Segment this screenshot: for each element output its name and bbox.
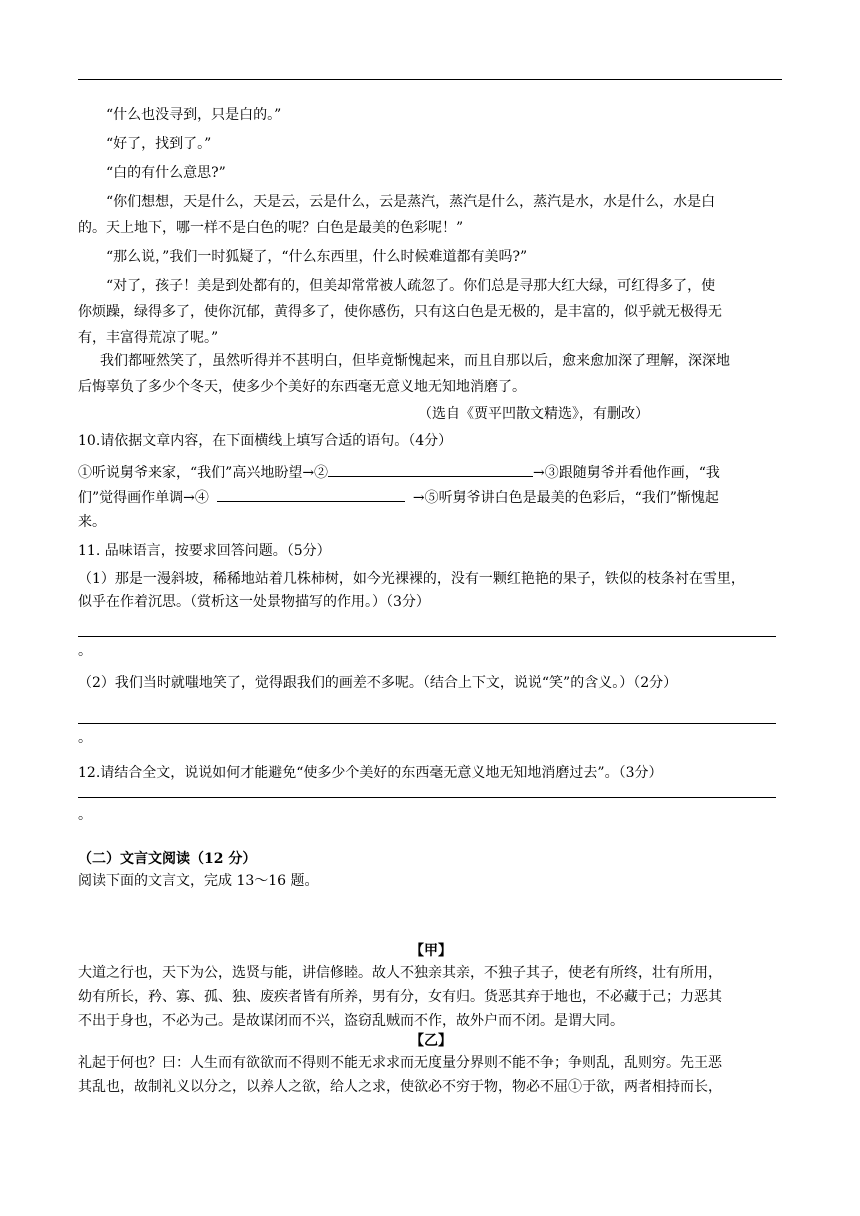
source-note: （选自《贾平凹散文精选》，有删改） (418, 406, 649, 422)
paragraph-doubt: “那么说，”我们一时狐疑了，“什么东西里，什么时候难道都有美吗?” (106, 249, 528, 265)
passage-jia-line-3: 不出于身也，不必为己。是故谋闭而不兴，盗窃乱贼而不作，故外户而不闭。是谓大同。 (78, 1013, 624, 1029)
q10-line-2 (78, 485, 784, 511)
section2-heading: （二）文言文阅读（12 分） (78, 851, 257, 867)
q12-title: 12.请结合全文，说说如何才能避免“使多少个美好的东西毫无意义地无知地消磨过去”。（3分） (78, 765, 663, 781)
q10-line-1 (78, 460, 784, 486)
passage-yi-line-2: 其乱也，故制礼义以分之，以养人之欲，给人之求，使欲必不穷于物，物必不屈①于欲，两者相持而长， (78, 1079, 722, 1095)
passage-jia-line-1: 大道之行也，天下为公，选贤与能，讲信修睦。故人不独亲其亲，不独子其子，使老有所终，壮有所用， (78, 965, 722, 981)
section2-instruction: 阅读下面的文言文，完成 13～16 题。 (78, 873, 319, 889)
paragraph-white-1a: “你们想想，天是什么，天是云，云是什么，云是蒸汽，蒸汽是什么，蒸汽是水，水是什么，水是白 (106, 194, 716, 210)
header-rule (78, 79, 782, 80)
q12-end-mark: 。 (78, 807, 92, 823)
q11-answer-line-2[interactable] (78, 723, 776, 724)
passage-jia-line-2: 幼有所长，矜、寡、孤、独、废疾者皆有所养，男有分，女有归。货恶其弃于地也，不必藏于己；力恶其 (78, 989, 722, 1005)
q11-sub2: （2）我们当时就嗤地笑了，觉得跟我们的画差不多呢。（结合上下文，说说“笑”的含义。）（2分） (78, 675, 678, 691)
dialogue-line-2: “好了，找到了。” (106, 136, 212, 152)
q10-part-4: →⑤听舅爷讲白色是最美的色彩后，“我们”惭愧起 (412, 490, 719, 506)
paragraph-beauty-a: “对了，孩子！美是到处都有的，但美却常常被人疏忽了。你们总是寻那大红大绿，可红得多了，使 (106, 278, 716, 294)
q10-blank-4[interactable] (217, 485, 405, 502)
dialogue-line-3: “白的有什么意思?” (106, 165, 226, 181)
q11-sub1-a: （1）那是一漫斜坡，稀稀地站着几株柿树，如今光裸裸的，没有一颗红艳艳的果子，铁似的枝条衬在雪里， (78, 571, 745, 587)
q10-line-3: 来。 (78, 514, 106, 530)
paragraph-beauty-b: 你烦躁，绿得多了，使你沉郁，黄得多了，使你感伤，只有这白色是无极的，是丰富的，似乎就无极得无 (78, 304, 722, 320)
paragraph-ending-a: 我们都哑然笑了，虽然听得并不甚明白，但毕竟惭愧起来，而且自那以后，愈来愈加深了理解，深深地 (100, 353, 730, 369)
paragraph-white-1b: 的。天上地下，哪一样不是白色的呢？白色是最美的色彩呢！” (78, 220, 464, 236)
paragraph-beauty-c: 有，丰富得荒凉了呢。” (78, 330, 219, 346)
q11-sub1-b: 似乎在作着沉思。（赏析这一处景物描写的作用。）（3分） (78, 594, 430, 610)
passage-yi-title: 【乙】 (410, 1033, 452, 1049)
q11-end-mark-1: 。 (78, 643, 92, 659)
q11-title: 11. 品味语言，按要求回答问题。（5分） (78, 543, 331, 559)
q10-part-3: 们”觉得画作单调→④ (78, 490, 209, 506)
dialogue-line-1: “什么也没寻到，只是白的。” (106, 107, 282, 123)
passage-yi-line-1: 礼起于何也？曰：人生而有欲欲而不得则不能无求求而无度量分界则不能不争；争则乱，乱则穷。先王恶 (78, 1055, 722, 1071)
q10-blank-2[interactable] (328, 460, 533, 477)
q11-answer-line-1[interactable] (78, 636, 776, 637)
q12-answer-line[interactable] (78, 797, 776, 798)
passage-jia-title: 【甲】 (410, 943, 452, 959)
q10-part-2: →③跟随舅爷并看他作画，“我 (533, 465, 720, 481)
paragraph-ending-b: 后悔辜负了多少个冬天，使多少个美好的东西毫无意义地无知地消磨了。 (78, 379, 526, 395)
q10-title: 10.请依据文章内容，在下面横线上填写合适的语句。（4分） (78, 433, 453, 449)
q11-end-mark-2: 。 (78, 730, 92, 746)
q10-part-1: ①听说舅爷来家，“我们”高兴地盼望→② (78, 465, 329, 481)
